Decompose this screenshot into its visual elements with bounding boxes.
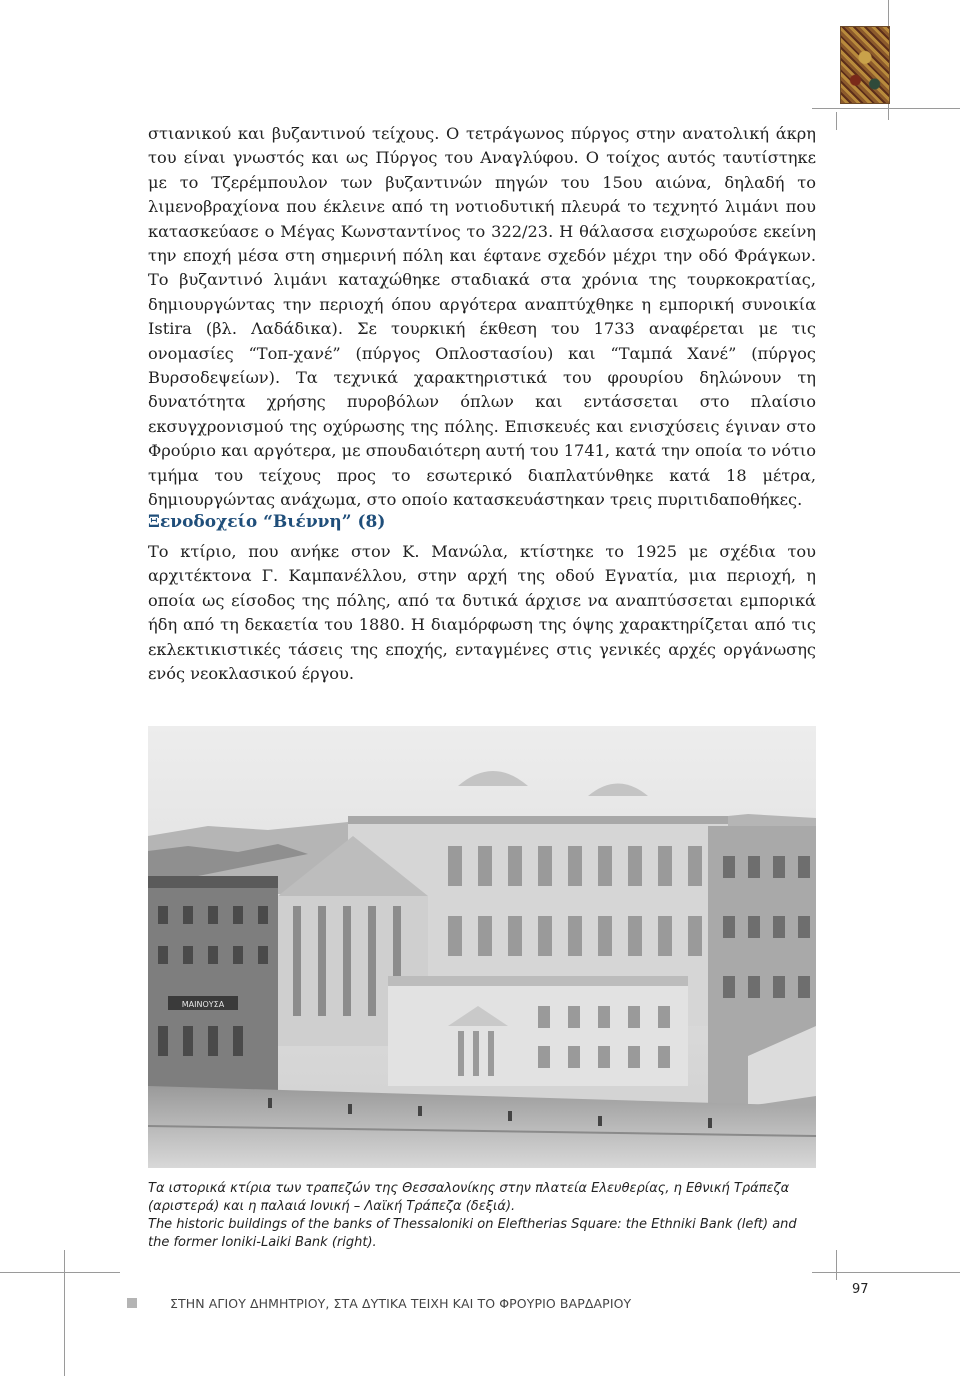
footer-marker-square (127, 1298, 137, 1308)
section-heading: Ξενοδοχείο “Βιέννη” (8) (148, 512, 386, 532)
photo-shop-sign: ΜΑΙΝΟΥΣΑ (181, 1000, 225, 1009)
crop-mark (836, 112, 837, 130)
crop-mark (0, 1272, 120, 1273)
caption-greek: Τα ιστορικά κτίρια των τραπεζών της Θεσσαλονίκης στην πλατεία Ελευθερίας, η Εθνική Τράπεζα (αριστερά) και η παλαιά Ιονική – Λαϊκή Τράπεζα (δεξιά). (148, 1181, 790, 1214)
decorative-mosaic-ornament (840, 26, 890, 104)
crop-mark (812, 1272, 960, 1273)
page-number: 97 (852, 1282, 869, 1297)
crop-mark (64, 1250, 65, 1376)
caption-english: The historic buildings of the banks of Thessaloniki on Eleftherias Square: the Ethniki Bank (left) and the former Ioniki-Laiki Bank (right). (148, 1217, 797, 1250)
running-footer: ΣΤΗΝ ΑΓΙΟΥ ΔΗΜΗΤΡΙΟΥ, ΣΤΑ ΔΥΤΙΚΑ ΤΕΙΧΗ ΚΑΙ ΤΟ ΦΡΟΥΡΙΟ ΒΑΡΔΑΡΙΟΥ (170, 1296, 632, 1311)
photo-caption (148, 1180, 816, 1252)
body-paragraph: Το κτίριο, που ανήκε στον Κ. Μανώλα, κτίστηκε το 1925 με σχέδια του αρχιτέκτονα Γ. Καμπανέλλου, στην αρχή της οδού Εγνατία, μια περιοχή, η οποία ως είσοδος της πόλης, από τα δυτικά άρχισε να αναπτύσσεται εμπορικά ήδη από τη δεκαετία του 1880. Η διαμόρφωση της όψης χαρακτηρίζεται από τις εκλεκτικιστικές τάσεις της εποχής, ενταγμένες στις γενικές αρχές οργάνωσης ενός νεοκλασικού έργου. (148, 542, 816, 684)
historic-photo-bank-buildings (148, 726, 816, 1168)
crop-mark (836, 1250, 837, 1280)
body-paragraph: στιανικού και βυζαντινού τείχους. Ο τετράγωνος πύργος στην ανατολική άκρη του είναι γνωστός και ως Πύργος του Αναγλύφου. Ο τοίχος αυτός ταυτίστηκε με το Τζερέμπουλον των βυζαντινών πηγών του 15ου αιώνα, δηλαδή το λιμενοβραχίονα που έκλεινε από τη νοτιοδυτική πλευρά το τεχνητό λιμάνι που κατασκεύασε ο Μέγας Κωνσταντίνος το 322/23. Η θάλασσα εισχωρούσε εκείνη την εποχή μέσα στη σημερινή πόλη και έφτανε σχεδόν μέχρι την οδό Φράγκων. Το βυζαντινό λιμάνι καταχώθηκε σταδιακά στα χρόνια της τουρκοκρατίας, δημιουργώντας την περιοχή όπου αργότερα αναπτύχθηκε η εμπορική συνοικία Istira (βλ. Λαδάδικα). Σε τουρκική έκθεση του 1733 αναφέρεται με τις ονομασίες “Τοπ-χανέ” (πύργος Οπλοστασίου) και “Ταμπά Χανέ” (πύργος Βυρσοδεψείων). Τα τεχνικά χαρακτηριστικά του φρουρίου δηλώνουν τη δυνατότητα χρήσης πυροβόλων όπλων και εντάσσεται στο πλαίσιο εκσυγχρονισμού της οχύρωσης της πόλης. Επισκευές και ενισχύσεις έγιναν στο Φρούριο και αργότερα, με σπουδαιότερη αυτή του 1741, κατά την οποία το νότιο τμήμα του τείχους προς το εσωτερικό διαπλατύνθηκε κατά 18 μέτρα, δημιουργώντας ανάχωμα, στο οποίο κατασκευάστηκαν τρεις πυριτιδαποθήκες. (148, 124, 816, 510)
crop-mark (812, 108, 960, 109)
